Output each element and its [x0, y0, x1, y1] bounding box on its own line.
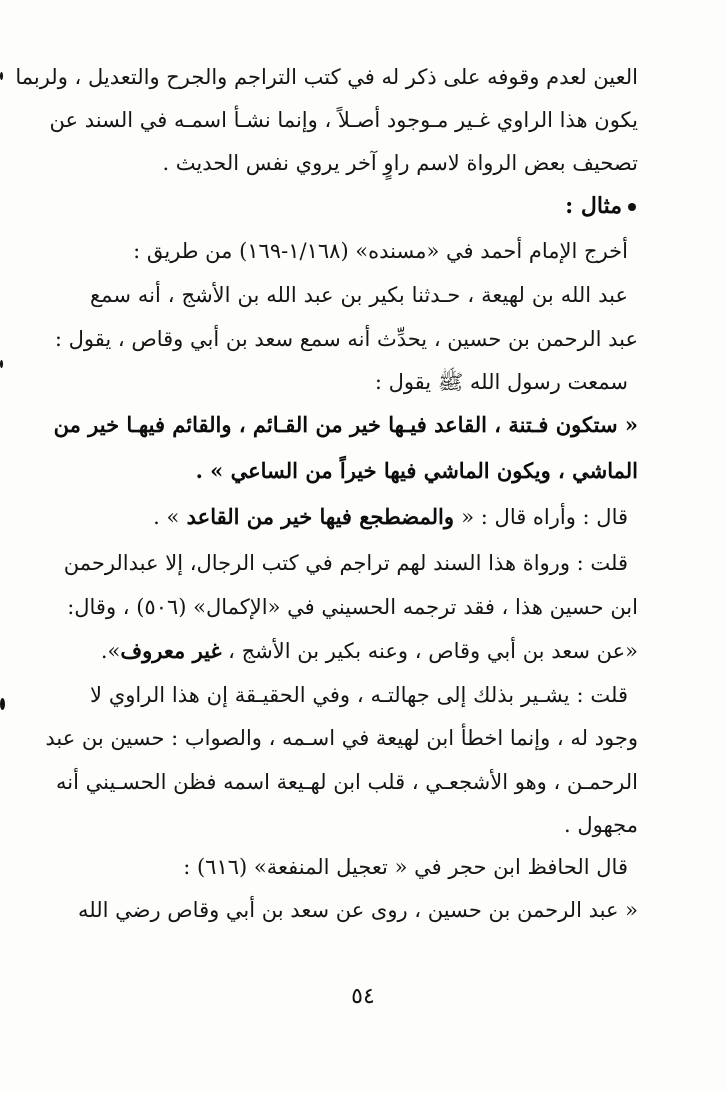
scan-edge-mark: [0, 360, 3, 368]
scan-edge-mark: [0, 698, 5, 710]
text-line-13: [101, 636, 638, 666]
text-line-15: وجود له ، وإنما اخطأ ابن لهيعة في اسـمه ، والصواب : حسين بن عبد: [45, 726, 638, 750]
text-line-10-prefix: قال : وأراه قال : «: [461, 505, 628, 529]
page-number: ٥٤: [351, 984, 375, 1009]
text-line-17: مجهول .: [564, 813, 638, 837]
text-line-18: قال الحافظ ابن حجر في « تعجيل المنفعة» (٦١٦) :: [183, 855, 628, 879]
text-line-7: سمعت رسول الله ﷺ يقول :: [374, 370, 628, 394]
text-line-5: عبد الله بن لهيعة ، حـدثنا بكير بن عبد الله بن الأشج ، أنه سمع: [90, 283, 628, 307]
text-line-4: أخرج الإمام أحمد في «مسنده» (١/١٦٨-١٦٩) من طريق :: [133, 239, 628, 263]
text-line-13-prefix: «عن سعد بن أبي وقاص ، وعنه بكير بن الأشج ،: [221, 639, 638, 663]
text-line-2: يكون هذا الراوي غـير مـوجود أصـلاً ، وإنما نشـأ اسمـه في السند عن: [49, 108, 638, 132]
text-line-13-suffix: ».: [100, 639, 121, 663]
text-line-14: قلت : يشـير بذلك إلى جهالتـه ، وفي الحقيـقة إن هذا الراوي لا: [90, 683, 628, 707]
text-line-13-bold: غير معروف: [120, 638, 222, 663]
text-line-19: « عبد الرحمن بن حسين ، روى عن سعد بن أبي وقاص رضي الله: [78, 898, 638, 922]
heading-text: مثال :: [565, 193, 622, 219]
text-line-1: العين لعدم وقوفه على ذكر له في كتب التراجم والجرح والتعديل ، ولربما: [15, 65, 638, 89]
text-line-10: [153, 502, 628, 532]
bullet-icon: [628, 203, 636, 211]
scan-edge-mark: [0, 72, 3, 80]
text-line-16: الرحمـن ، وهو الأشجعـي ، قلب ابن لهـيعة اسمه فظن الحسـيني أنه: [56, 770, 638, 794]
section-heading: [565, 191, 636, 221]
hadith-line-1: « ستكون فـتنة ، القاعد فيـها خير من القـائم ، والقائم فيهـا خير من: [53, 412, 638, 437]
text-line-10-bold: والمضطجع فيها خير من القاعد: [179, 504, 462, 529]
text-line-3: تصحيف بعض الرواة لاسم راوٍ آخر يروي نفس الحديث .: [162, 151, 638, 175]
hadith-line-2: الماشي ، ويكون الماشي فيها خيراً من الساعي » .: [195, 458, 638, 483]
text-line-10-suffix: » .: [153, 505, 180, 529]
text-line-6: عبد الرحمن بن حسين ، يحدِّث أنه سمع سعد بن أبي وقاص ، يقول :: [54, 327, 638, 351]
text-line-12: ابن حسين هذا ، فقد ترجمه الحسيني في «الإكمال» (٥٠٦) ، وقال:: [67, 595, 638, 619]
text-line-11: قلت : ورواة هذا السند لهم تراجم في كتب الرجال، إلا عبدالرحمن: [63, 551, 628, 575]
